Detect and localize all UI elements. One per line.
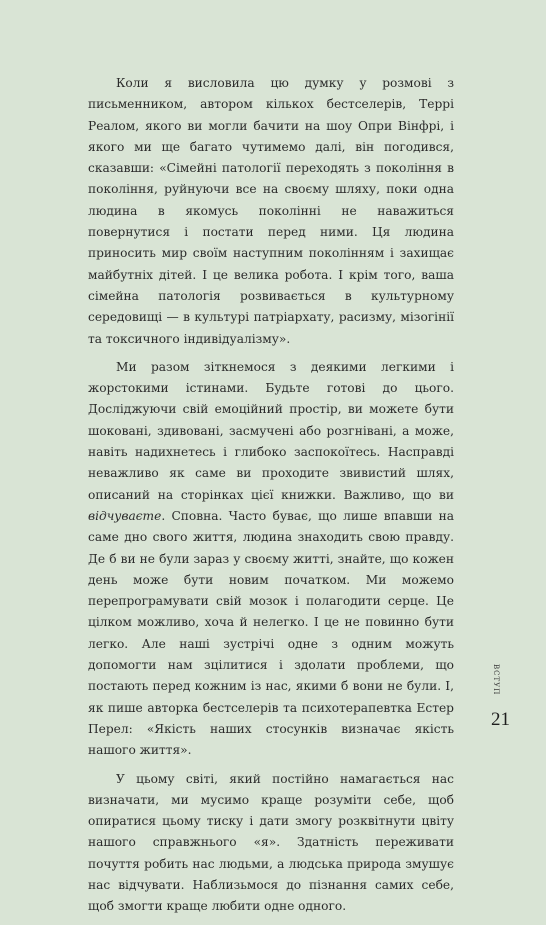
paragraph-2 [88, 357, 454, 762]
paragraph-3-text: У цьому світі, який постійно намагається нас визначати, ми мусимо краще розуміти себе, щоб опиратися цьому тиску і дати змогу розквітнути цвіту нашого справжнього «я». Здатність переживати почуття робить нас людьми, а людська природа змушує нас відчувати. Наблизьмося до пізнання самих себе, щоб змогти краще любити одне одного. [88, 771, 454, 914]
paragraph-2-text-end: . Сповна. Часто буває, що лише впавши на саме дно свого життя, людина знаходить свою правду. Де б ви не були зараз у своєму житті, знайте, що кожен день може бути новим початком. Ми можемо перепрограмувати свій мозок і полагодити серце. Це цілком можливо, хоча й нелегко. І це не повинно бути легко. Але наші зустрічі одне з одним можуть допомогти нам зцілитися і здолати проблеми, що постають перед кожним із нас, якими б вони не були. І, як пише авторка бестселерів та психотерапевтка Естер Перел: «Якість наших стосунків визначає якість нашого життя». [88, 508, 454, 758]
body-text [88, 73, 454, 925]
paragraph-3 [88, 769, 454, 918]
paragraph-2-emphasis: відчуваєте [88, 508, 162, 523]
section-running-head: ВСТУП [492, 664, 500, 696]
paragraph-2-text-start: Ми разом зіткнемося з деякими легкими і жорстокими істинами. Будьте готові до цього. Досліджуючи свій емоційний простір, ви можете бути шоковані, здивовані, засмучені або розгнівані, а може, навіть надихнетесь і глибоко заспокоїтесь. Насправді неважливо як саме ви проходите звивистий шлях, описаний на сторінках цієї книжки. Важливо, що ви [88, 359, 454, 502]
paragraph-1 [88, 73, 454, 350]
paragraph-1-text: Коли я висловила цю думку у розмові з письменником, автором кількох бестселерів, Террі Реалом, якого ви могли бачити на шоу Опри Вінфрі, і якого ми ще багато чутимемо далі, він погодився, сказавши: «Сімейні патології переходять з покоління в покоління, руйнуючи все на своєму шляху, поки одна людина в якомусь поколінні не наважиться повернутися і постати перед ними. Ця людина приносить мир своїм наступним поколінням і захищає майбутніх дітей. І це велика робота. І крім того, ваша сімейна патологія розвивається в культурному середовищі — в культурі патріархату, расизму, мізогінії та токсичного індивідуалізму». [88, 76, 454, 346]
page-number: 21 [491, 709, 510, 730]
